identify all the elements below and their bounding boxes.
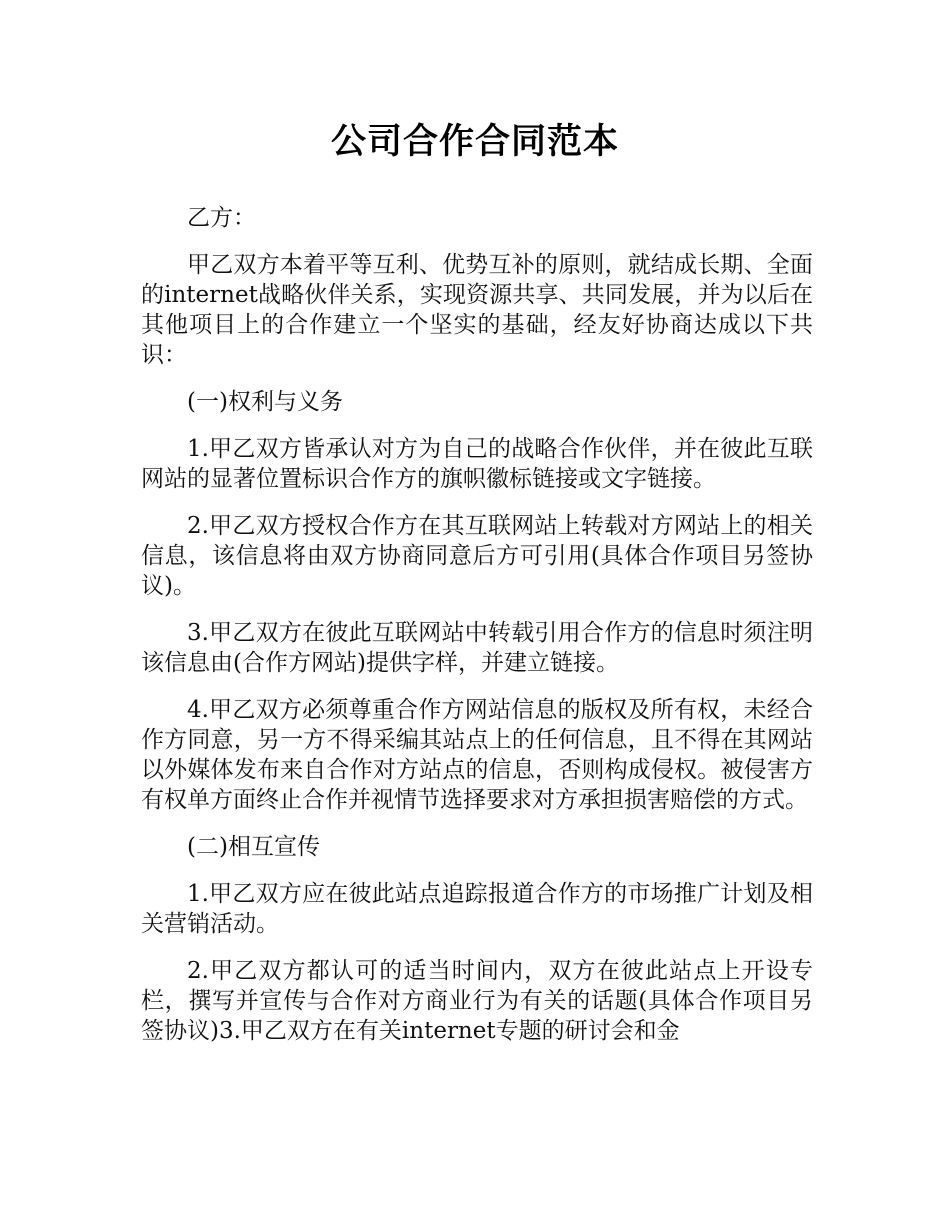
clause-paragraph: 2.甲乙双方授权合作方在其互联网站上转载对方网站上的相关信息，该信息将由双方协商同意后方可引用(具体合作项目另签协议)。	[141, 513, 813, 599]
clause-paragraph: 1.甲乙双方应在彼此站点追踪报道合作方的市场推广计划及相关营销活动。	[141, 881, 813, 937]
clause-paragraph: 4.甲乙双方必须尊重合作方网站信息的版权及所有权，未经合作方同意，另一方不得采编其站点上的任何信息，且不得在其网站以外媒体发布来自合作对方站点的信息，否则构成侵权。被侵害方有权单方面终止合作并视情节选择要求对方承担损害赔偿的方式。	[141, 697, 813, 813]
section-heading-promotion: (二)相互宣传	[187, 834, 320, 860]
document-title: 公司合作合同范本	[330, 122, 619, 162]
document-body	[141, 203, 813, 1063]
party-b-line: 乙方：	[187, 205, 256, 231]
clause-paragraph: 1.甲乙双方皆承认对方为自己的战略合作伙伴，并在彼此互联网站的显著位置标识合作方的旗帜徽标链接或文字链接。	[141, 436, 813, 492]
section-heading-rights: (一)权利与义务	[187, 389, 343, 415]
preamble-paragraph: 甲乙双方本着平等互利、优势互补的原则，就结成长期、全面的internet战略伙伴关系，实现资源共享、共同发展，并为以后在其他项目上的合作建立一个坚实的基础，经友好协商达成以下共识：	[141, 252, 813, 368]
clause-paragraph: 3.甲乙双方在彼此互联网站中转载引用合作方的信息时须注明该信息由(合作方网站)提供字样，并建立链接。	[141, 620, 813, 676]
clause-paragraph: 2.甲乙双方都认可的适当时间内，双方在彼此站点上开设专栏，撰写并宣传与合作对方商业行为有关的话题(具体合作项目另签协议)3.甲乙双方在有关internet专题的研讨会和金	[141, 958, 813, 1044]
